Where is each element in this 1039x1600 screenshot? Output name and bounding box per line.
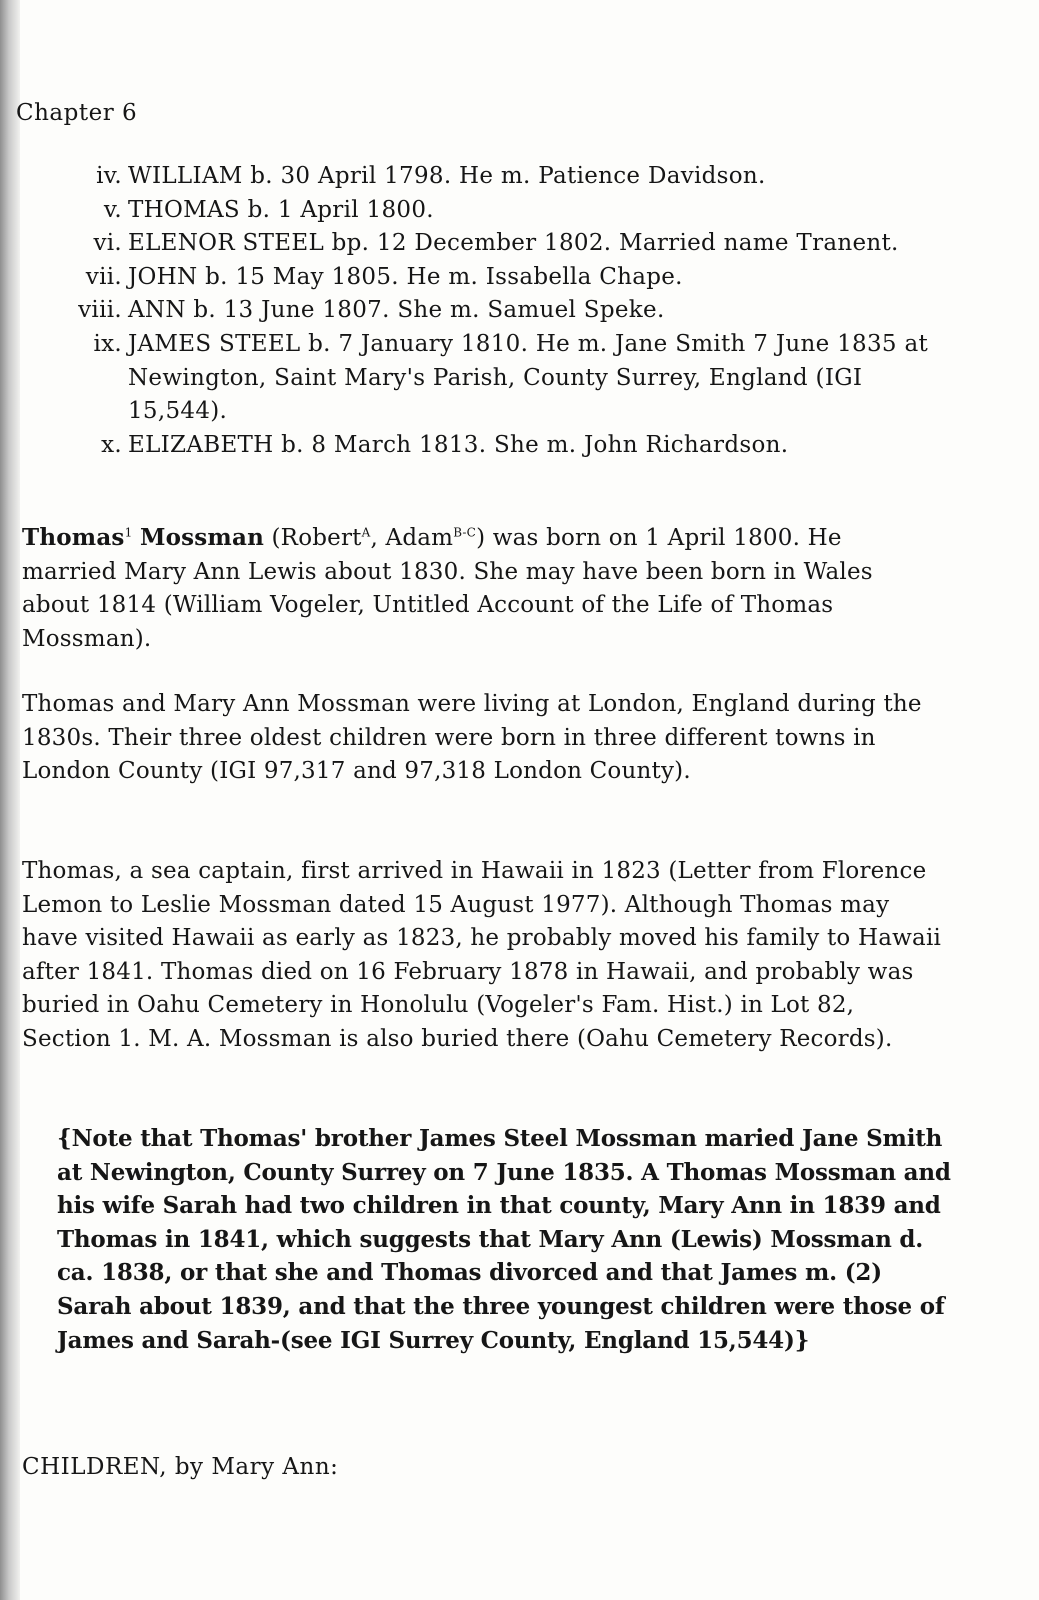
- list-item: [22, 294, 982, 328]
- ancestry-mid: , Adam: [370, 525, 454, 551]
- list-item: [22, 160, 982, 194]
- item-text: ELENOR STEEL bp. 12 December 1802. Married name Tranent.: [128, 230, 899, 257]
- biography-text: ) was born on 1 April 1800. He married Mary Ann Lewis about 1830. She may have been born in Wales about 1814 (William Vogeler, Untitled Account of the Life of Thomas Mossman).: [22, 525, 873, 652]
- paragraph-london: Thomas and Mary Ann Mossman were living at London, England during the 1830s. Their three oldest children were born in three different towns in London County (IGI 97,317 and 97,318 London County).: [22, 691, 922, 785]
- ancestry-superscript-a: A: [361, 525, 371, 540]
- list-item: [22, 227, 982, 261]
- list-item: [22, 261, 982, 295]
- children-heading: CHILDREN, by Mary Ann:: [22, 1454, 339, 1480]
- paragraph-hawaii: Thomas, a sea captain, first arrived in Hawaii in 1823 (Letter from Florence Lemon to Leslie Mossman dated 15 August 1977). Although Thomas may have visited Hawaii as early as 1823, he probably moved his family to Hawaii after 1841. Thomas died on 16 February 1878 in Hawaii, and probably was buried in Oahu Cemetery in Honolulu (Vogeler's Fam. Hist.) in Lot 82, Section 1. M. A. Mossman is also buried there (Oahu Cemetery Records).: [22, 858, 942, 1052]
- item-number: x.: [101, 431, 122, 458]
- note-paragraph: {Note that Thomas' brother James Steel Mossman maried Jane Smith at Newington, County Surrey on 7 June 1835. A Thomas Mossman and his wife Sarah had two children in that county, Mary Ann in 1839 and Thomas in 1841, which suggests that Mary Ann (Lewis) Mossman d. ca. 1838, or that she and Thomas divorced and that James m. (2) Sarah about 1839, and that the three youngest children were those of James and Sarah-(see IGI Surrey County, England 15,544)}: [57, 1125, 951, 1354]
- item-number: vii.: [85, 263, 122, 290]
- person-surname: Mossman: [139, 524, 264, 551]
- item-text: WILLIAM b. 30 April 1798. He m. Patience Davidson.: [128, 163, 766, 189]
- person-name: Thomas: [22, 524, 125, 551]
- page-scan-edge: [0, 0, 20, 1600]
- item-text: JOHN b. 15 May 1805. He m. Issabella Chape.: [128, 263, 683, 290]
- list-item: [22, 328, 982, 429]
- ancestry-superscript-bc: B-C: [453, 525, 477, 540]
- list-item: [22, 429, 982, 463]
- item-number: viii.: [78, 297, 122, 324]
- item-text: THOMAS b. 1 April 1800.: [128, 196, 434, 223]
- item-number: iv.: [96, 163, 122, 189]
- children-list: [22, 160, 982, 462]
- item-text: ANN b. 13 June 1807. She m. Samuel Speke.: [128, 297, 665, 324]
- list-item: [22, 194, 982, 228]
- generation-superscript: 1: [124, 525, 133, 540]
- item-text: ELIZABETH b. 8 March 1813. She m. John Richardson.: [128, 431, 789, 458]
- item-number: ix.: [93, 330, 122, 357]
- ancestry-open: (Robert: [264, 525, 362, 551]
- item-number: v.: [103, 196, 122, 223]
- item-text: JAMES STEEL b. 7 January 1810. He m. Jane Smith 7 June 1835 at Newington, Saint Mary's Parish, County Surrey, England (IGI 15,544).: [128, 330, 928, 425]
- item-number: vi.: [93, 230, 122, 257]
- chapter-heading: Chapter 6: [16, 100, 138, 126]
- paragraph-biography: [22, 521, 942, 656]
